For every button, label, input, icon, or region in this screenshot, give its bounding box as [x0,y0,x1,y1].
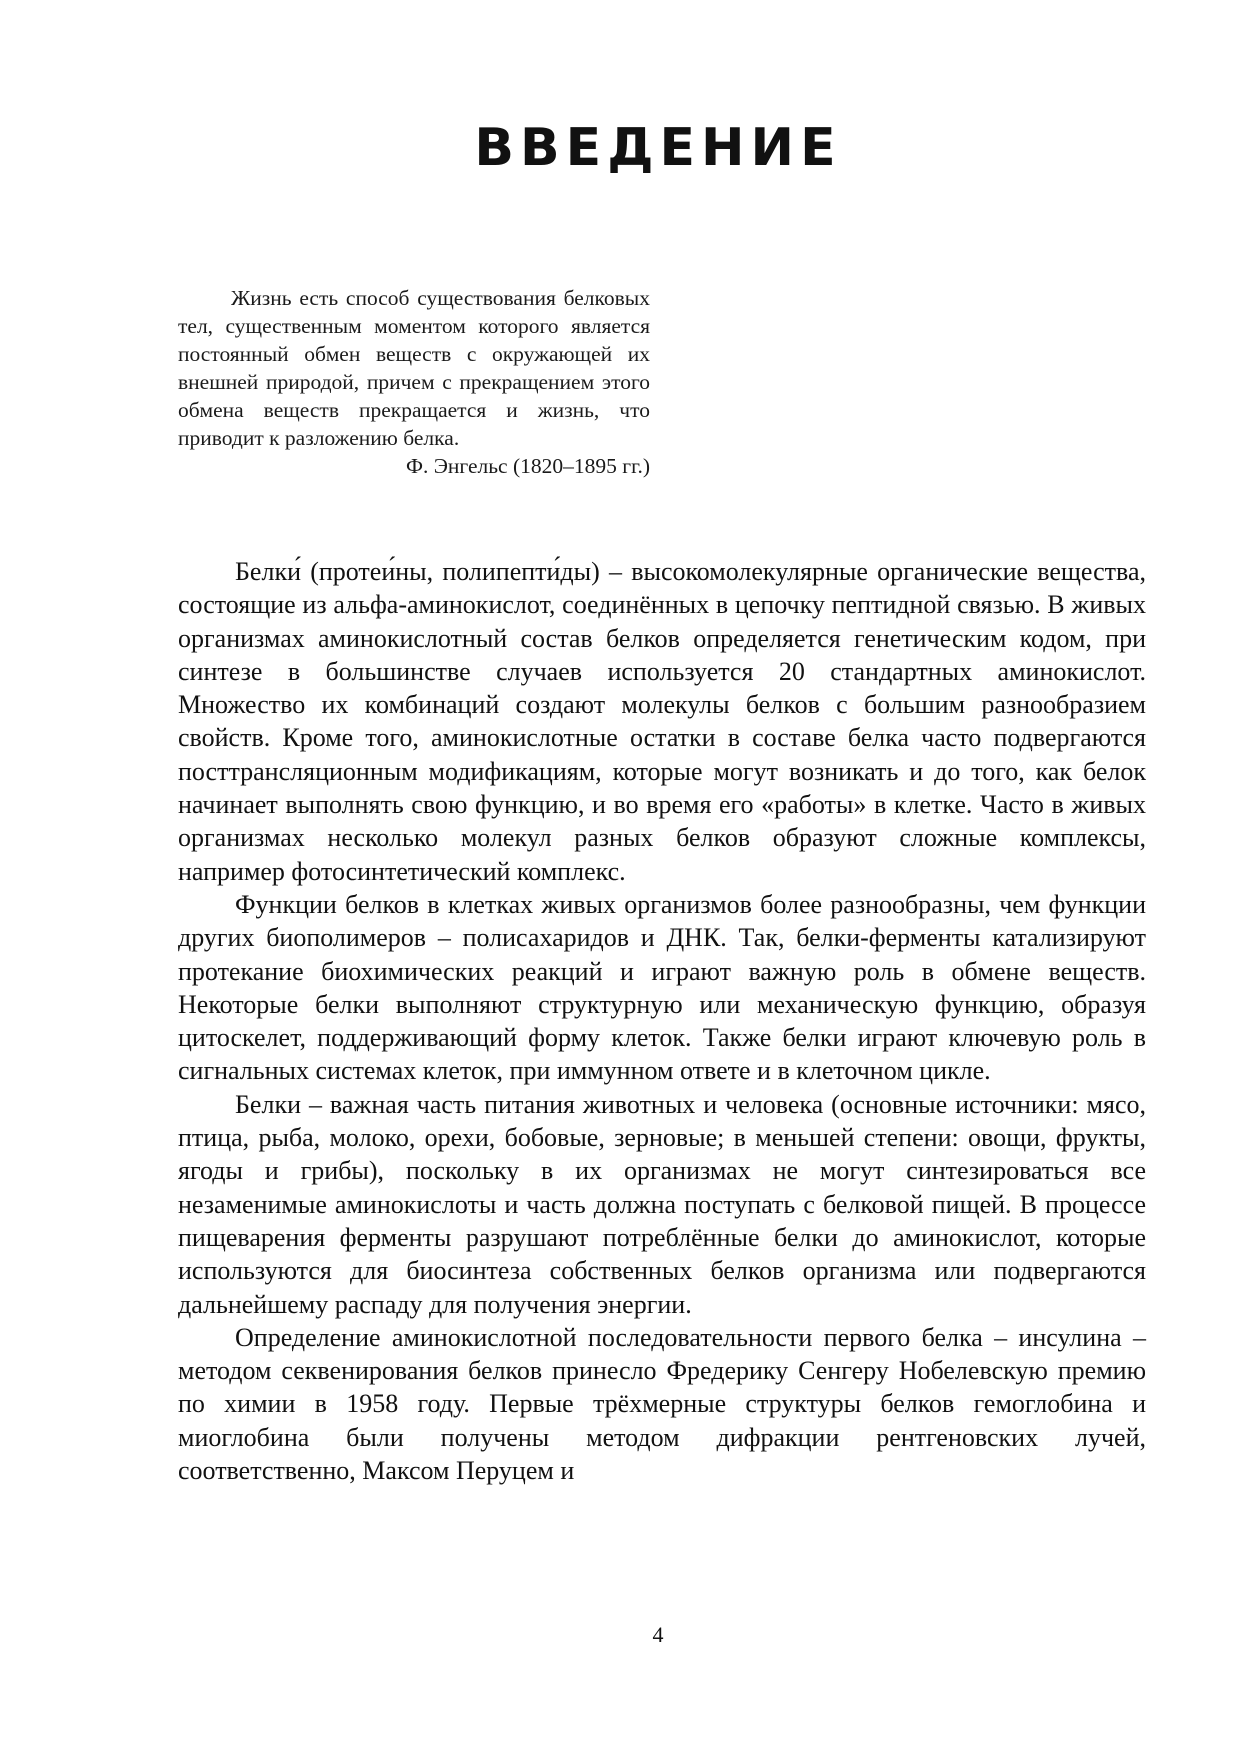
page-number: 4 [652,1622,664,1647]
page-title: ВВЕДЕНИЕ [474,118,842,178]
epigraph-quote: Жизнь есть способ существования белковых тел, существенным моментом которого является постоянный обмен веществ с окружающей их внешней природой, причем с прекращением этого обмена веществ прекращается и жизнь, что приводит к разложению белка. [178,286,650,450]
paragraph: Белки – важная часть питания животных и человека (основные источники: мясо, птица, рыба, молоко, орехи, бобовые, зерновые; в меньшей степени: овощи, фрукты, ягоды и грибы), поскольку в их организмах не могут синтезироваться все незаменимые аминокислоты и часть должна поступать с белковой пищей. В процессе пищеварения ферменты разрушают потреблённые белки до аминокислот, которые используются для биосинтеза собственных белков организма или подвергаются дальнейшему распаду для получения энергии. [178,1089,1146,1319]
paragraph: Определение аминокислотной последовательности первого белка – инсулина – методом секвенирования белков принесло Фредерику Сенгеру Нобелевскую премию по химии в 1958 году. Первые трёхмерные структуры белков гемоглобина и миоглобина были получены методом дифракции рентгеновских лучей, соответственно, Максом Перуцем и [178,1322,1146,1486]
epigraph [178,284,650,480]
paragraph: Белки́ (протеи́ны, полипепти́ды) – высокомолекулярные органические вещества, состоящие из альфа-аминокислот, соединённых в цепочку пептидной связью. В живых организмах аминокислотный состав белков определяется генетическим кодом, при синтезе в большинстве случаев используется 20 стандартных аминокислот. Множество их комбинаций создают молекулы белков с большим разнообразием свойств. Кроме того, аминокислотные остатки в составе белка часто подвергаются посттрансляционным модификациям, которые могут возникать и до того, как белок начинает выполнять свою функцию, и во время его «работы» в клетке. Часто в живых организмах несколько молекул разных белков образуют сложные комплексы, например фотосинтетический комплекс. [178,557,1146,886]
epigraph-author: Ф. Энгельс (1820–1895 гг.) [406,454,650,478]
paragraph: Функции белков в клетках живых организмов более разнообразны, чем функции других биополимеров – полисахаридов и ДНК. Так, белки-ферменты катализируют протекание биохимических реакций и играют важную роль в обмене веществ. Некоторые белки выполняют структурную или механическую функцию, образуя цитоскелет, поддерживающий форму клеток. Также белки играют ключевую роль в сигнальных системах клеток, при иммунном ответе и в клеточном цикле. [178,889,1146,1086]
body-text [178,555,1146,1487]
